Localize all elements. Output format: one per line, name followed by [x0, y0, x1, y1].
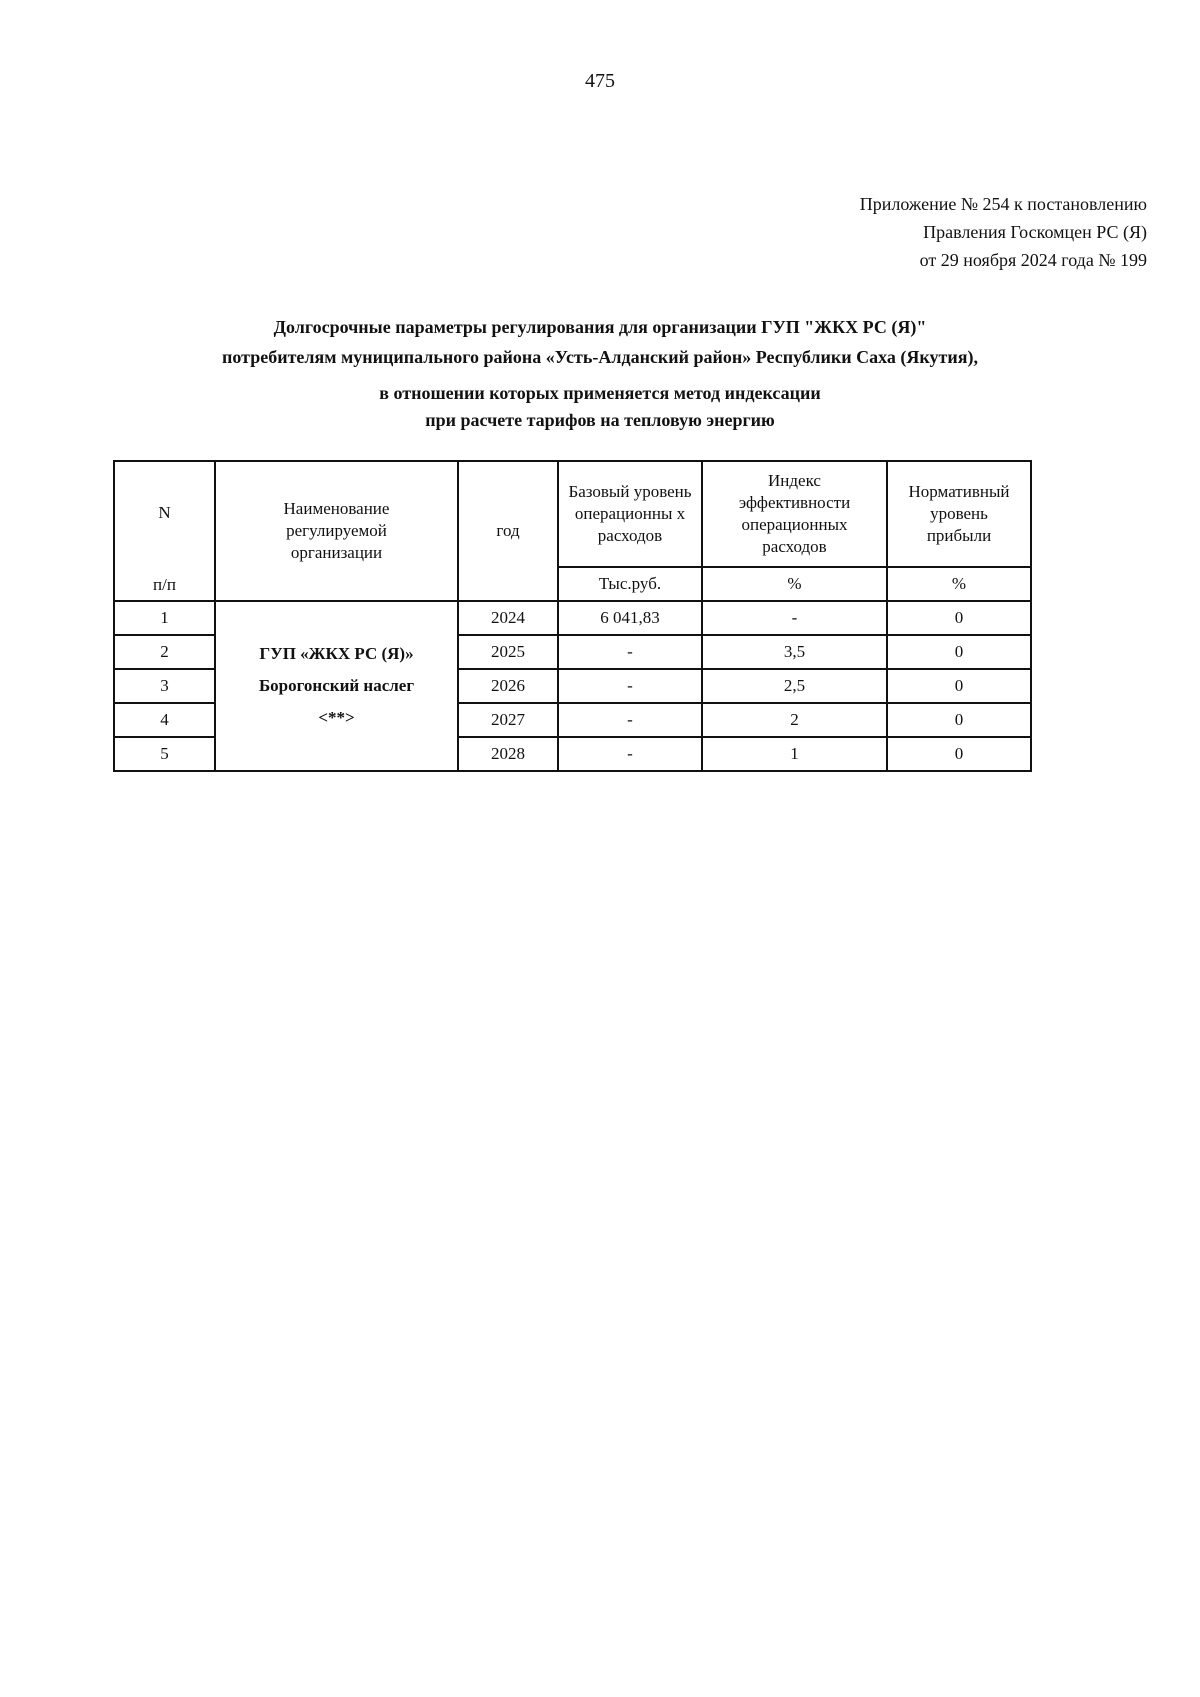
- row-year: 2024: [458, 601, 558, 635]
- row-base-level: -: [558, 635, 702, 669]
- row-profit-level: 0: [887, 601, 1031, 635]
- organization-line-1: ГУП «ЖКХ РС (Я)»: [259, 644, 414, 663]
- header-organization: Наименование регулируемой организации: [215, 461, 458, 601]
- row-number: 2: [114, 635, 215, 669]
- row-number: 5: [114, 737, 215, 771]
- row-base-level: -: [558, 703, 702, 737]
- row-year: 2028: [458, 737, 558, 771]
- row-profit-level: 0: [887, 635, 1031, 669]
- row-efficiency-index: 2: [702, 703, 887, 737]
- header-number-symbol: N: [158, 503, 171, 522]
- unit-efficiency-index: %: [702, 567, 887, 601]
- page-number: 475: [585, 70, 615, 92]
- organization-name: [215, 601, 458, 771]
- row-base-level: -: [558, 737, 702, 771]
- header-number-pp: п/п: [153, 575, 176, 594]
- table-row: [114, 601, 1031, 635]
- row-number: 1: [114, 601, 215, 635]
- table-header-row: [114, 461, 1031, 567]
- row-profit-level: 0: [887, 737, 1031, 771]
- header-profit-level: Нормативный уровень прибыли: [887, 461, 1031, 567]
- header-number: [114, 461, 215, 601]
- unit-base-level: Тыс.руб.: [558, 567, 702, 601]
- title-line-4: при расчете тарифов на тепловую энергию: [425, 410, 775, 430]
- appendix-line-1: Приложение № 254 к постановлению: [859, 194, 1147, 214]
- row-year: 2026: [458, 669, 558, 703]
- appendix-note: [860, 190, 1147, 274]
- row-number: 3: [114, 669, 215, 703]
- title-line-3: в отношении которых применяется метод индексации: [379, 383, 821, 403]
- row-efficiency-index: 2,5: [702, 669, 887, 703]
- row-base-level: 6 041,83: [558, 601, 702, 635]
- row-base-level: -: [558, 669, 702, 703]
- appendix-line-3: от 29 ноября 2024 года № 199: [919, 250, 1147, 270]
- row-year: 2027: [458, 703, 558, 737]
- row-efficiency-index: 3,5: [702, 635, 887, 669]
- row-number: 4: [114, 703, 215, 737]
- header-efficiency-index: Индекс эффективности операционных расходов: [702, 461, 887, 567]
- title-line-2: потребителям муниципального района «Усть-Алданский район» Республики Саха (Якутия),: [222, 347, 978, 367]
- document-title: [0, 312, 1200, 432]
- row-profit-level: 0: [887, 669, 1031, 703]
- row-profit-level: 0: [887, 703, 1031, 737]
- row-year: 2025: [458, 635, 558, 669]
- header-year: год: [458, 461, 558, 601]
- header-base-level: Базовый уровень операционны х расходов: [558, 461, 702, 567]
- title-line-1: Долгосрочные параметры регулирования для организации ГУП "ЖКХ РС (Я)": [273, 317, 927, 337]
- unit-profit-level: %: [887, 567, 1031, 601]
- row-efficiency-index: 1: [702, 737, 887, 771]
- parameters-table: [113, 460, 1032, 772]
- row-efficiency-index: -: [702, 601, 887, 635]
- appendix-line-2: Правления Госкомцен РС (Я): [923, 222, 1147, 242]
- organization-line-3: <**>: [318, 708, 355, 727]
- organization-line-2: Борогонский наслег: [258, 676, 415, 695]
